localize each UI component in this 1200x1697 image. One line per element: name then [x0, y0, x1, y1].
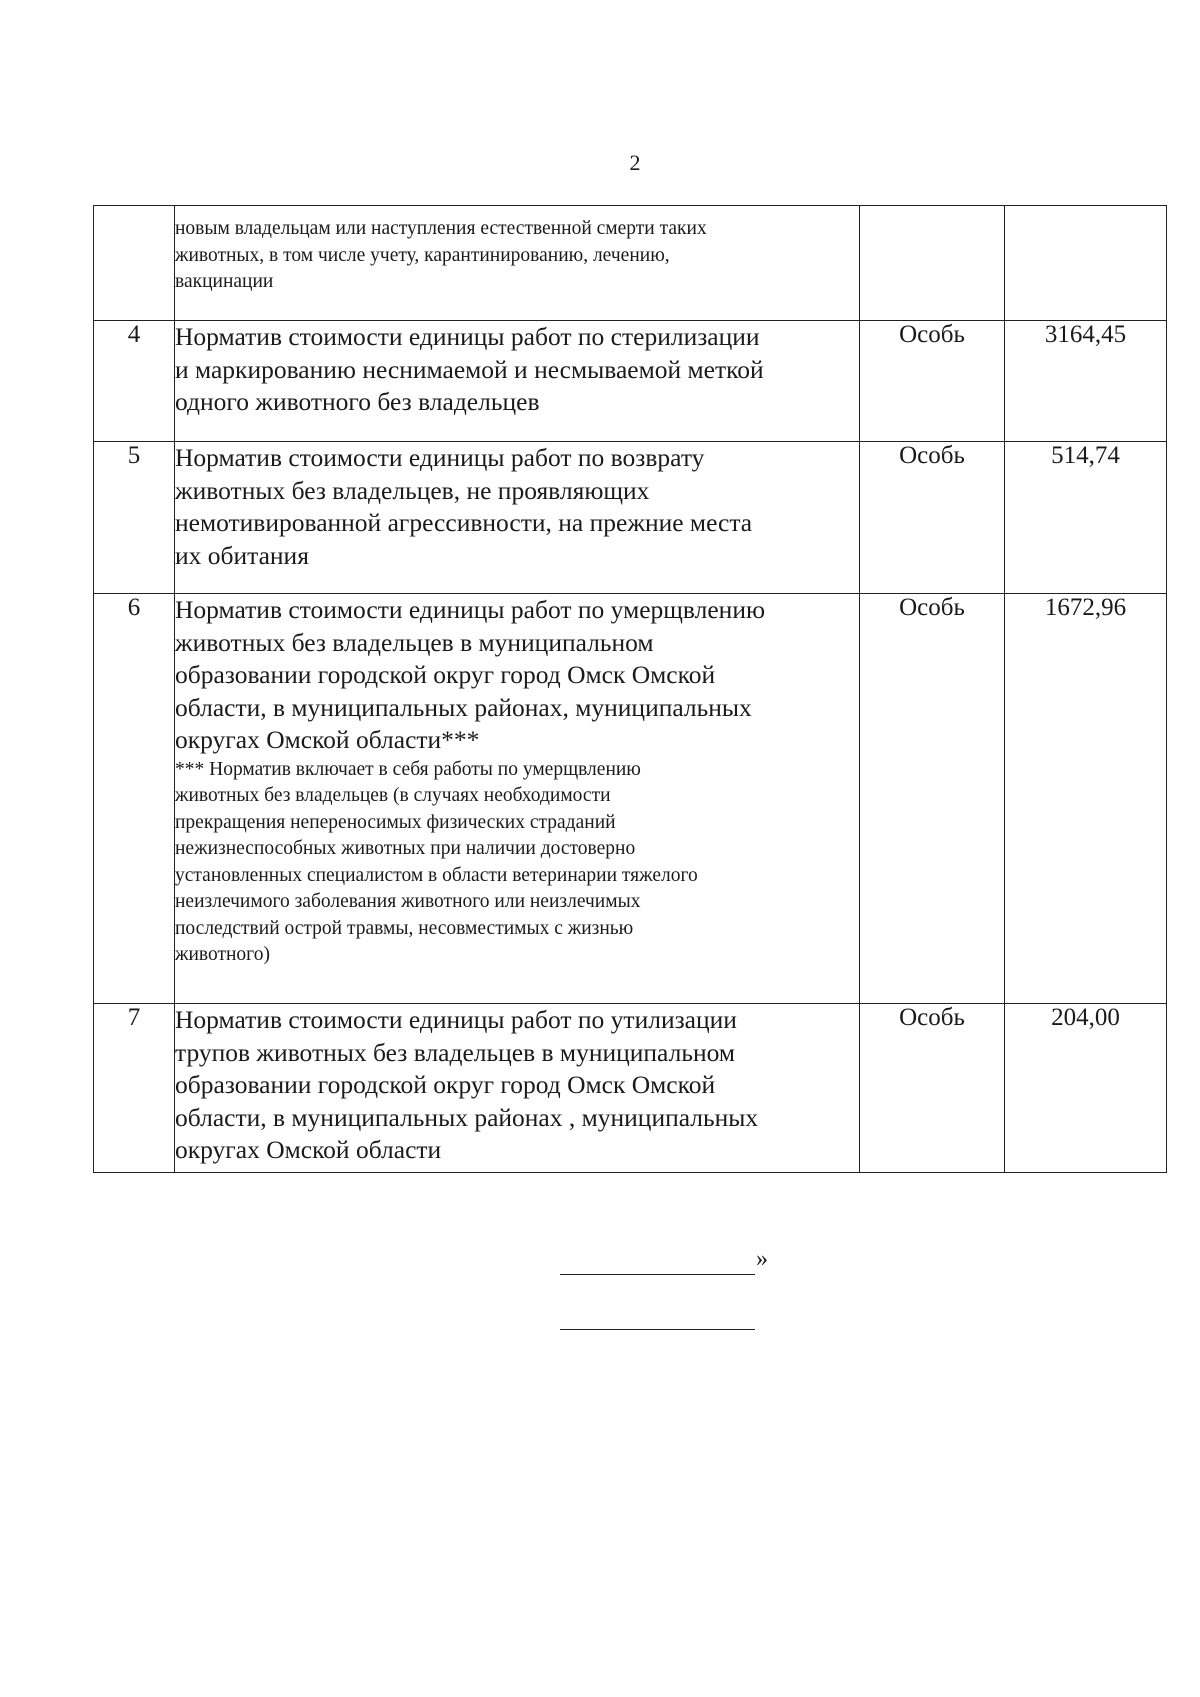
- end-rule: [560, 1329, 755, 1330]
- description-line: округах Омской области***: [175, 725, 480, 754]
- description-line: вакцинации: [175, 271, 274, 292]
- description-line: животных без владельцев, не проявляющих: [175, 475, 650, 505]
- footnote-line: последствий острой травмы, несовместимых с жизнью: [175, 917, 634, 939]
- row-value: 3164,45: [1005, 321, 1167, 442]
- page-number: 2: [629, 150, 641, 175]
- description-line: трупов животных без владельцев в муниципальном: [175, 1037, 735, 1067]
- row-number: [94, 206, 175, 321]
- row-value: 514,74: [1005, 442, 1167, 594]
- footnote-line: животных без владельцев (в случаях необходимости: [175, 785, 611, 806]
- closing-quote: »: [756, 1246, 768, 1272]
- row-description: [175, 1004, 860, 1173]
- description-line: образовании городской округ город Омск Омской: [175, 1070, 716, 1099]
- footnote-line: *** Норматив включает в себя работы по умерщвлению: [175, 758, 641, 780]
- norms-table: [93, 205, 1167, 1173]
- description-line: Норматив стоимости единицы работ по умерщвлению: [175, 595, 766, 624]
- closing-rule: [560, 1274, 755, 1275]
- table-row: [94, 206, 1167, 321]
- row-number: 5: [94, 442, 175, 594]
- row-unit: Особь: [860, 1004, 1005, 1173]
- description-line: Норматив стоимости единицы работ по утилизации: [175, 1005, 737, 1034]
- table-row: [94, 1004, 1167, 1173]
- row-description: [175, 594, 860, 1004]
- footnote-line: установленных специалистом в области ветеринарии тяжелого: [175, 864, 698, 886]
- description-line: новым владельцам или наступления естественной смерти таких: [175, 218, 707, 239]
- description-line: Норматив стоимости единицы работ по стерилизации: [175, 322, 760, 351]
- footnote-line: неизлечимого заболевания животного или неизлечимых: [175, 891, 641, 912]
- row-value: 204,00: [1005, 1004, 1167, 1173]
- description-line: и маркированию неснимаемой и несмываемой меткой: [175, 354, 764, 384]
- row-number: 7: [94, 1004, 175, 1173]
- footnote-line: прекращения непереносимых физических страданий: [175, 811, 616, 833]
- description-line: образовании городской округ город Омск Омской: [175, 660, 716, 689]
- description-line: их обитания: [175, 540, 309, 570]
- row-unit: Особь: [860, 594, 1005, 1004]
- description-line: немотивированной агрессивности, на прежние места: [175, 508, 753, 537]
- description-line: животных, в том числе учету, карантинированию, лечению,: [175, 244, 670, 266]
- description-line: округах Омской области: [175, 1135, 442, 1164]
- row-unit: Особь: [860, 442, 1005, 594]
- row-description: [175, 321, 860, 442]
- row-description: [175, 206, 860, 321]
- row-number: 4: [94, 321, 175, 442]
- table-row: [94, 442, 1167, 594]
- row-value: 1672,96: [1005, 594, 1167, 1004]
- description-line: Норматив стоимости единицы работ по возврату: [175, 443, 705, 472]
- footnote-line: животного): [175, 944, 270, 965]
- row-unit: [860, 206, 1005, 321]
- description-line: животных без владельцев в муниципальном: [175, 627, 654, 657]
- footnote-line: нежизнеспособных животных при наличии достоверно: [175, 838, 636, 859]
- row-value: [1005, 206, 1167, 321]
- description-line: области, в муниципальных районах, муниципальных: [175, 692, 752, 722]
- row-number: 6: [94, 594, 175, 1004]
- table-row: [94, 594, 1167, 1004]
- description-line: одного животного без владельцев: [175, 387, 540, 416]
- row-unit: Особь: [860, 321, 1005, 442]
- row-description: [175, 442, 860, 594]
- table-row: [94, 321, 1167, 442]
- description-line: области, в муниципальных районах , муниципальных: [175, 1102, 759, 1132]
